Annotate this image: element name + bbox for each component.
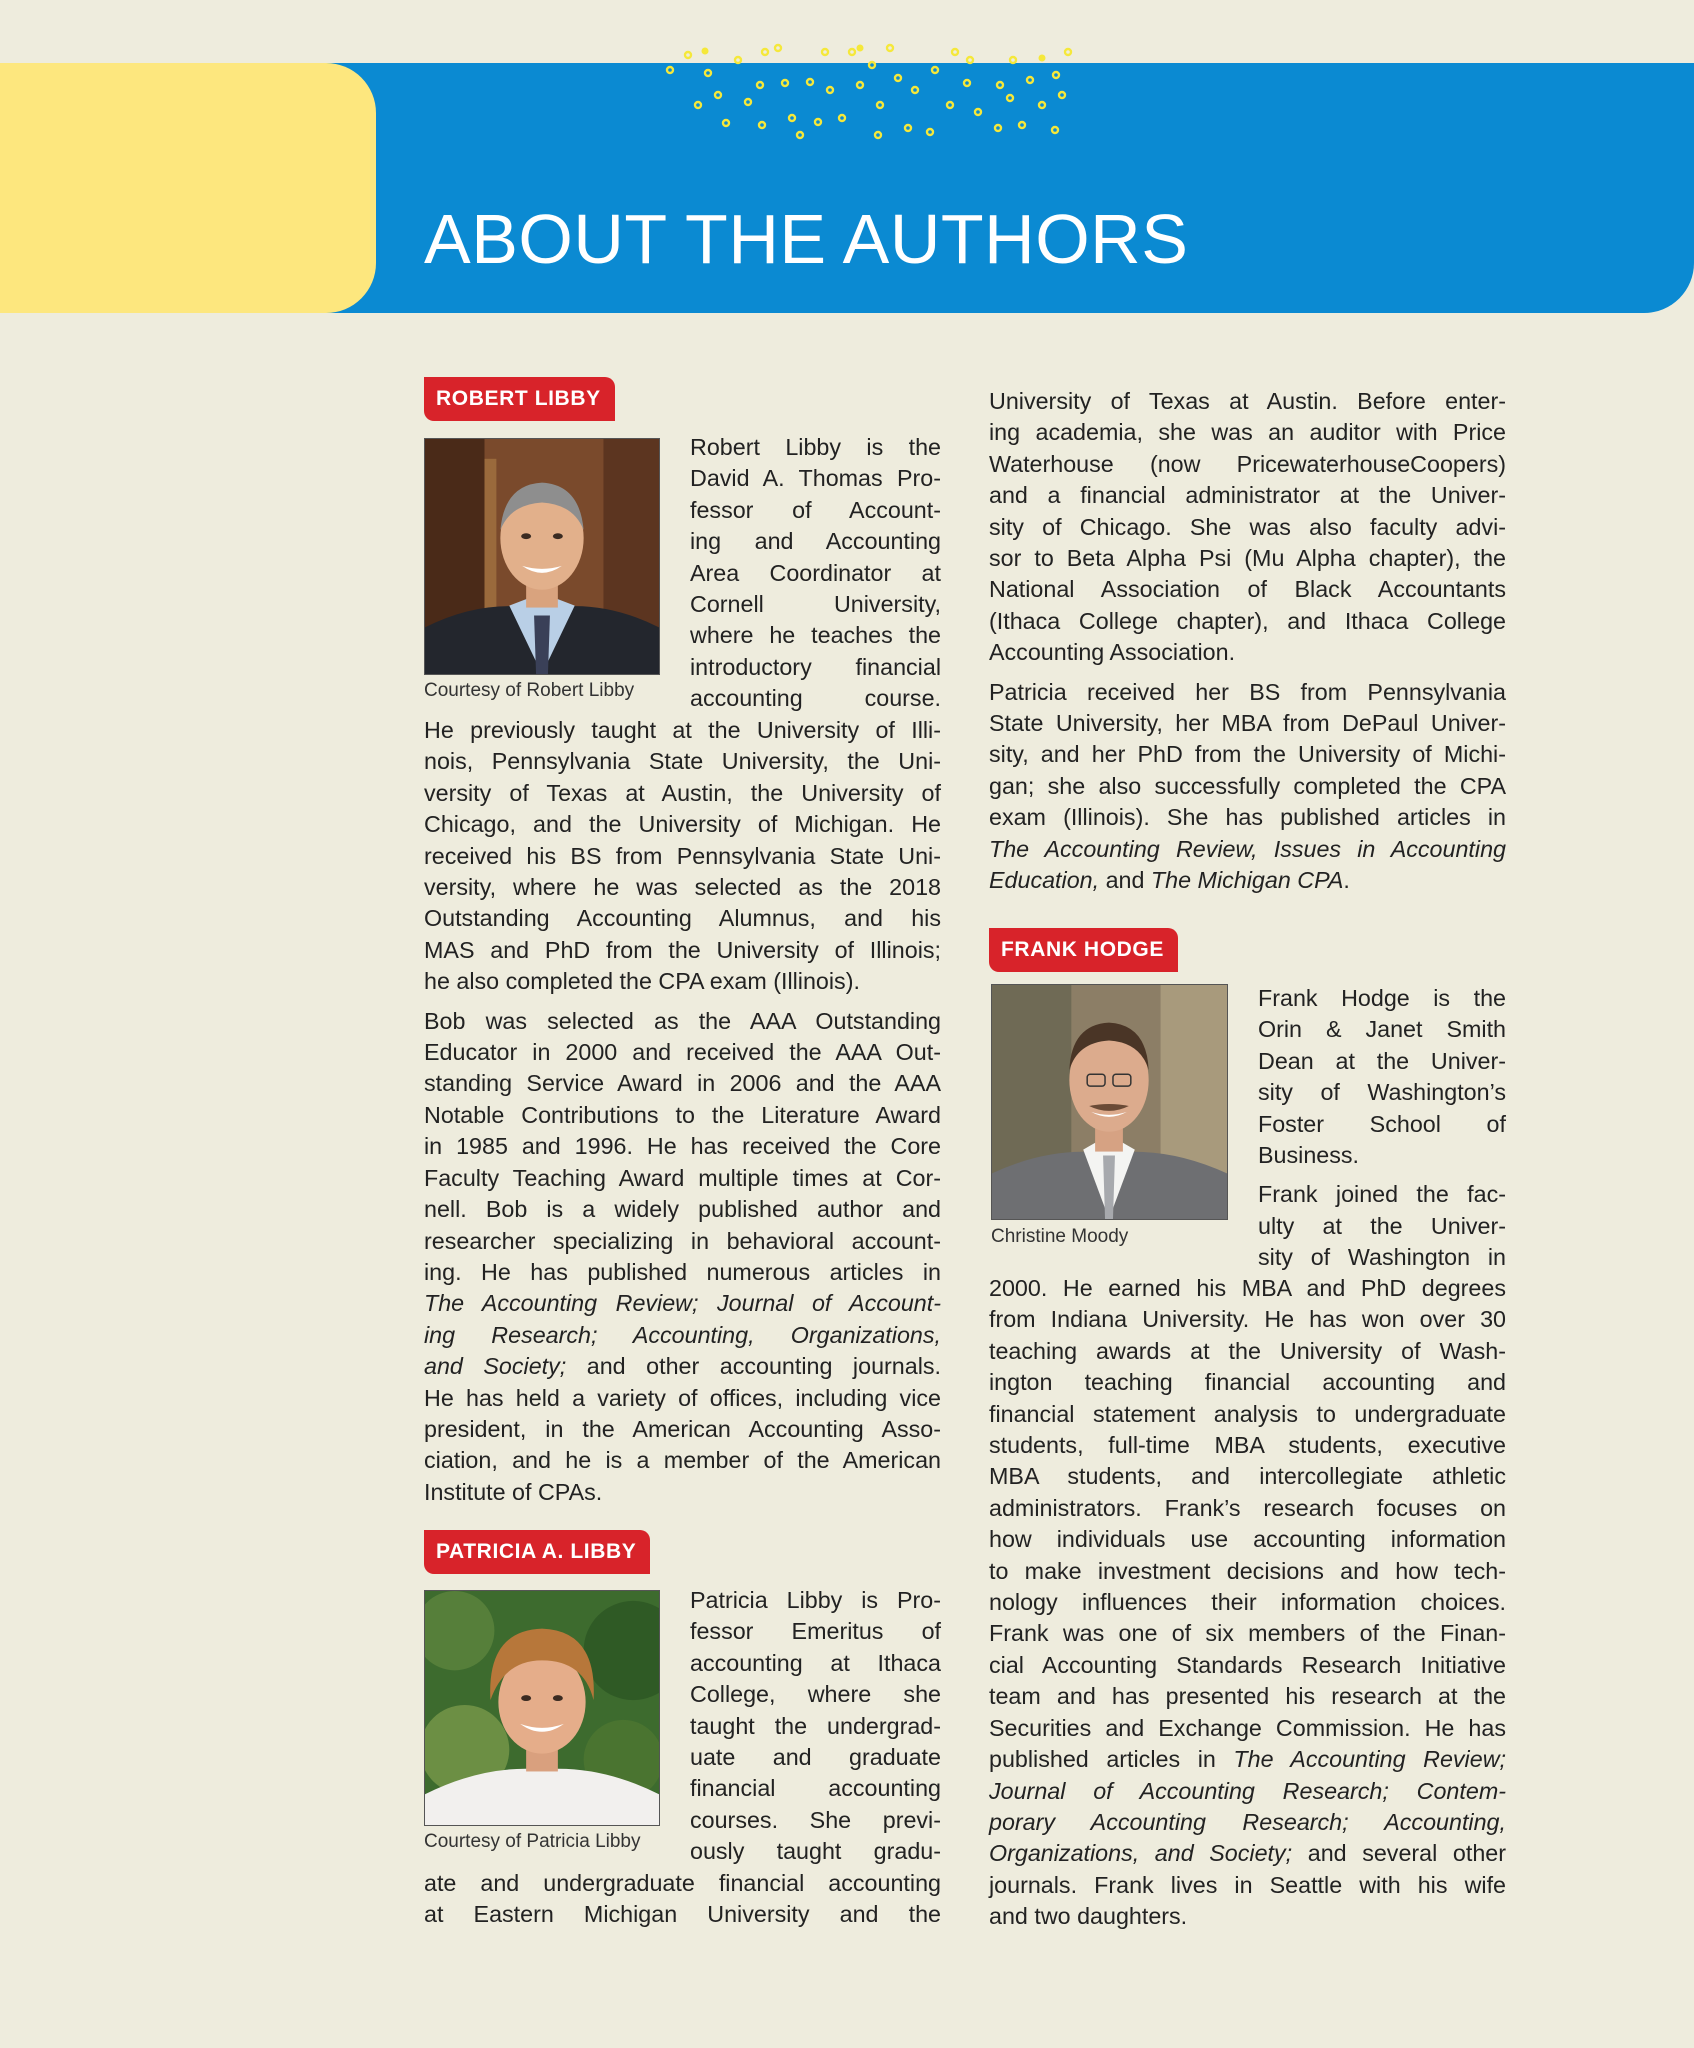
text-line: how individuals use accounting information bbox=[989, 1526, 1506, 1553]
text-line: he also completed the CPA exam (Illinois). bbox=[424, 968, 860, 995]
text-line: president, in the American Accounting Asso- bbox=[424, 1415, 941, 1442]
header-accent bbox=[0, 63, 376, 313]
text-line: Foster School of bbox=[1258, 1110, 1506, 1137]
text-fragment: published articles in bbox=[989, 1746, 1234, 1773]
text-line: to make investment decisions and how tech- bbox=[989, 1557, 1506, 1584]
text-line: ulty at the Univer- bbox=[1258, 1212, 1506, 1239]
journal-titles: porary Accounting Research; Accounting, bbox=[989, 1808, 1506, 1835]
text-line: Institute of CPAs. bbox=[424, 1478, 603, 1505]
text-line: fessor Emeritus of bbox=[690, 1618, 941, 1645]
photo-credit-frank: Christine Moody bbox=[991, 1226, 1129, 1247]
text-line bbox=[989, 1807, 1506, 1838]
bio-body-patricia-col1 bbox=[424, 1868, 941, 1931]
journal-titles: ing Research; Accounting, Organizations, bbox=[424, 1321, 941, 1348]
text-line: ing. He has published numerous articles in bbox=[424, 1258, 941, 1285]
text-line: financial statement analysis to undergraduate bbox=[989, 1400, 1506, 1427]
text-fragment: . bbox=[1343, 867, 1350, 894]
text-line: Chicago, and the University of Michigan. He bbox=[424, 811, 941, 838]
text-line: Educator in 2000 and received the AAA Out- bbox=[424, 1039, 941, 1066]
author-photo-frank bbox=[991, 984, 1228, 1220]
text-fragment: and several other bbox=[1292, 1840, 1506, 1867]
journal-titles: and Society; bbox=[424, 1353, 567, 1380]
journal-titles: The Michigan CPA bbox=[1150, 867, 1344, 894]
journal-titles: Organizations, and Society; bbox=[989, 1840, 1293, 1867]
text-line: received his BS from Pennsylvania State Uni- bbox=[424, 842, 941, 869]
text-line: fessor of Account- bbox=[690, 496, 941, 523]
text-line: uate and graduate bbox=[690, 1744, 941, 1771]
text-line: Business. bbox=[1258, 1142, 1360, 1169]
text-line: gan; she also successfully completed the CPA bbox=[989, 772, 1506, 799]
text-line: Frank Hodge is the bbox=[1258, 985, 1506, 1011]
text-line bbox=[989, 834, 1506, 865]
text-line: Dean at the Univer- bbox=[1258, 1047, 1506, 1074]
text-line: 2000. He earned his MBA and PhD degrees bbox=[989, 1275, 1506, 1301]
bio-intro-robert bbox=[690, 432, 941, 715]
text-line: Outstanding Accounting Alumnus, and his bbox=[424, 905, 941, 932]
text-line: students, full-time MBA students, executive bbox=[989, 1432, 1506, 1459]
text-line: and two daughters. bbox=[989, 1903, 1188, 1930]
text-line: Cornell University, bbox=[690, 591, 941, 618]
text-line: Notable Contributions to the Literature Award bbox=[424, 1101, 941, 1128]
page-title: ABOUT THE AUTHORS bbox=[424, 200, 1189, 278]
text-line bbox=[989, 1744, 1506, 1775]
text-line: (Ithaca College chapter), and Ithaca College bbox=[989, 607, 1506, 634]
text-line: ing and Accounting bbox=[690, 528, 941, 555]
text-line: David A. Thomas Pro- bbox=[690, 465, 941, 492]
author-name-tag-frank: FRANK HODGE bbox=[989, 928, 1178, 972]
text-line: cial Accounting Standards Research Initiative bbox=[989, 1651, 1506, 1678]
text-line: Securities and Exchange Commission. He has bbox=[989, 1714, 1506, 1741]
text-line bbox=[424, 1288, 941, 1319]
author-photo-patricia bbox=[424, 1590, 660, 1826]
journal-titles: Journal of Accounting Research; Contem- bbox=[989, 1777, 1506, 1804]
text-line bbox=[989, 1776, 1506, 1807]
journal-titles: The Accounting Review; Journal of Account- bbox=[424, 1290, 941, 1317]
text-line bbox=[989, 865, 1506, 896]
text-line: Patricia received her BS from Pennsylvania bbox=[989, 678, 1506, 705]
text-line bbox=[989, 1838, 1506, 1869]
text-line: ing academia, she was an auditor with Price bbox=[989, 419, 1506, 446]
text-line: standing Service Award in 2006 and the AAA bbox=[424, 1070, 941, 1097]
text-line: teaching awards at the University of Wash- bbox=[989, 1337, 1506, 1364]
text-line: MAS and PhD from the University of Illinois; bbox=[424, 936, 941, 963]
author-name-tag-robert: ROBERT LIBBY bbox=[424, 377, 615, 421]
text-line: where he teaches the bbox=[690, 622, 941, 649]
text-line: sity, and her PhD from the University of Michi- bbox=[989, 741, 1506, 768]
text-line: from Indiana University. He has won over 30 bbox=[989, 1306, 1506, 1333]
journal-titles: Education, bbox=[989, 867, 1100, 894]
text-line: nology influences their information choices. bbox=[989, 1589, 1506, 1616]
bio-body-robert bbox=[424, 715, 941, 1508]
text-line: introductory financial bbox=[690, 653, 941, 680]
author-photo-robert bbox=[424, 438, 660, 675]
text-line: at Eastern Michigan University and the bbox=[424, 1901, 941, 1928]
text-line: Orin & Janet Smith bbox=[1258, 1016, 1506, 1043]
photo-credit-robert: Courtesy of Robert Libby bbox=[424, 680, 635, 701]
bio-body-frank bbox=[989, 1273, 1506, 1933]
text-line: Frank was one of six members of the Finan- bbox=[989, 1620, 1506, 1647]
decorative-dots bbox=[610, 40, 1080, 150]
photo-credit-patricia: Courtesy of Patricia Libby bbox=[424, 1831, 641, 1852]
text-line: sity of Washington in bbox=[1258, 1244, 1506, 1271]
text-line: He has held a variety of offices, including vice bbox=[424, 1384, 941, 1411]
bio-body-patricia-col2 bbox=[989, 386, 1506, 897]
text-line: versity, where he was selected as the 2018 bbox=[424, 874, 941, 901]
text-line: National Association of Black Accountants bbox=[989, 576, 1506, 603]
text-line: Patricia Libby is Pro- bbox=[690, 1587, 941, 1613]
text-line: versity of Texas at Austin, the University of bbox=[424, 779, 941, 806]
text-line bbox=[424, 1320, 941, 1351]
text-line: nois, Pennsylvania State University, the Uni- bbox=[424, 748, 941, 775]
text-line: Waterhouse (now PricewaterhouseCoopers) bbox=[989, 450, 1506, 477]
text-line: ously taught gradu- bbox=[690, 1838, 941, 1865]
text-line: ington teaching financial accounting and bbox=[989, 1369, 1506, 1396]
text-line: Robert Libby is the bbox=[690, 434, 941, 460]
text-line: nell. Bob is a widely published author and bbox=[424, 1196, 941, 1223]
text-line: Faculty Teaching Award multiple times at Cor- bbox=[424, 1164, 941, 1191]
bio-intro-frank bbox=[1258, 983, 1506, 1274]
text-line: State University, her MBA from DePaul Univer- bbox=[989, 710, 1506, 737]
text-line: College, where she bbox=[690, 1681, 941, 1708]
text-line: Bob was selected as the AAA Outstanding bbox=[424, 1007, 941, 1034]
text-line: Frank joined the fac- bbox=[1258, 1181, 1506, 1208]
text-line: researcher specializing in behavioral account- bbox=[424, 1227, 941, 1254]
text-line: journals. Frank lives in Seattle with his wife bbox=[989, 1871, 1506, 1898]
text-line: University of Texas at Austin. Before enter- bbox=[989, 388, 1506, 414]
text-line: sity of Washington’s bbox=[1258, 1079, 1506, 1106]
text-fragment: and other accounting journals. bbox=[566, 1353, 941, 1380]
text-line: team and has presented his research at the bbox=[989, 1683, 1506, 1710]
text-line: administrators. Frank’s research focuses on bbox=[989, 1494, 1506, 1521]
text-line: accounting course. bbox=[690, 685, 941, 712]
text-line: financial accounting bbox=[690, 1775, 941, 1802]
text-line: Accounting Association. bbox=[989, 639, 1236, 666]
text-line bbox=[424, 1351, 941, 1382]
text-line: courses. She previ- bbox=[690, 1806, 941, 1833]
text-line: accounting at Ithaca bbox=[690, 1649, 941, 1676]
text-line: ate and undergraduate financial accounting bbox=[424, 1870, 941, 1896]
text-line: in 1985 and 1996. He has received the Core bbox=[424, 1133, 941, 1160]
text-line: exam (Illinois). She has published articles in bbox=[989, 804, 1506, 831]
text-line: sor to Beta Alpha Psi (Mu Alpha chapter), the bbox=[989, 545, 1506, 572]
text-line: taught the undergrad- bbox=[690, 1712, 941, 1739]
bio-intro-patricia bbox=[690, 1585, 941, 1868]
text-line: Area Coordinator at bbox=[690, 559, 941, 586]
text-fragment: and bbox=[1099, 867, 1151, 894]
author-name-tag-patricia: PATRICIA A. LIBBY bbox=[424, 1530, 650, 1574]
text-line: He previously taught at the University of Illi- bbox=[424, 717, 941, 743]
text-line: ciation, and he is a member of the American bbox=[424, 1447, 941, 1474]
text-line: and a financial administrator at the Univer- bbox=[989, 482, 1506, 509]
text-line: MBA students, and intercollegiate athletic bbox=[989, 1463, 1506, 1490]
text-line: sity of Chicago. She was also faculty advi- bbox=[989, 513, 1506, 540]
journal-titles: The Accounting Review, Issues in Accounting bbox=[989, 835, 1506, 862]
journal-titles: The Accounting Review; bbox=[1233, 1746, 1506, 1773]
